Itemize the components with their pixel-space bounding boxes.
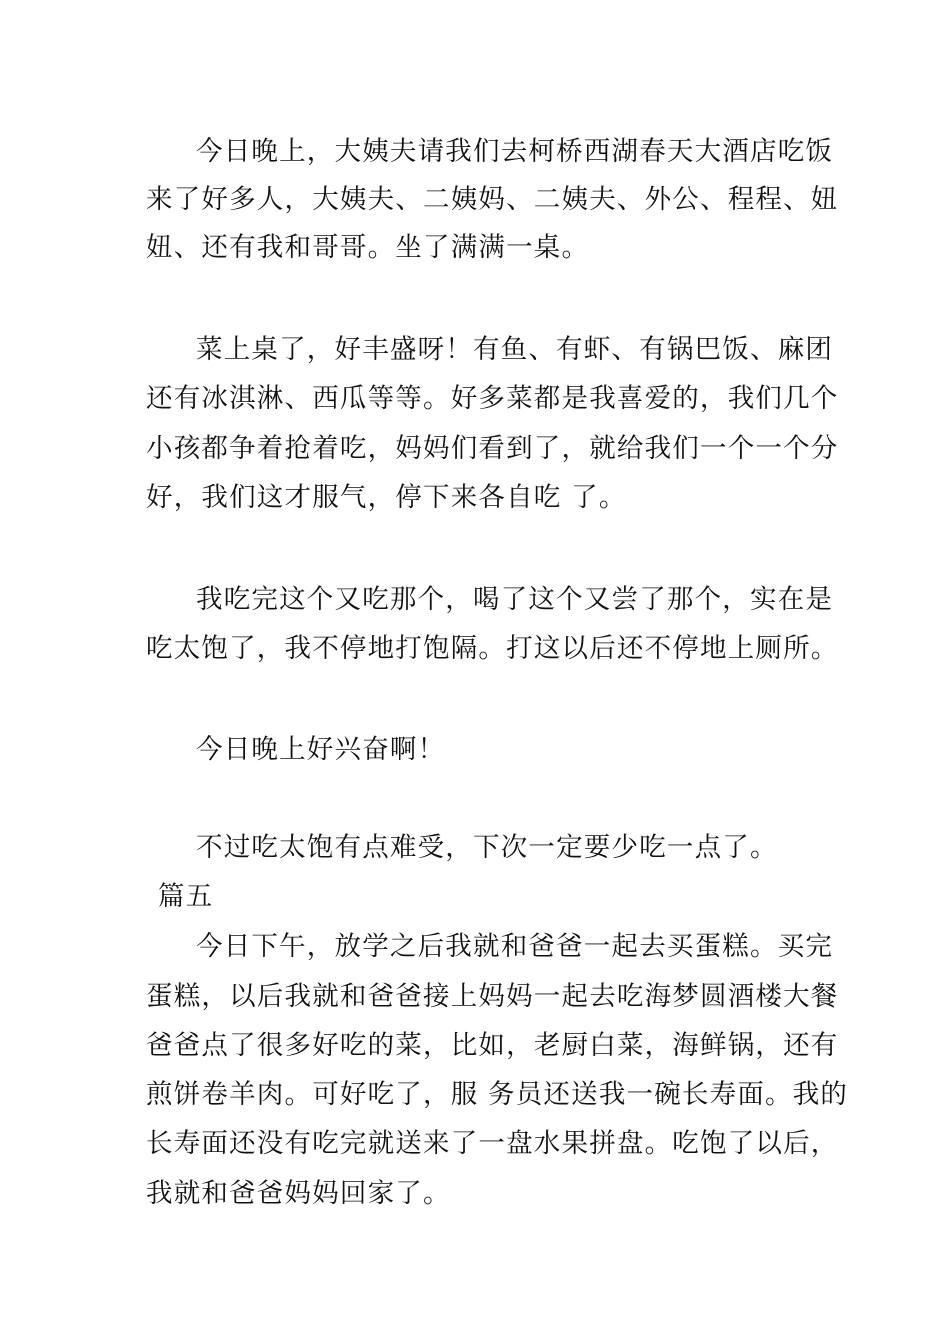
paragraph-2-line-2: 还有冰淇淋、西瓜等等。好多菜都是我喜爱的，我们几个 — [146, 383, 839, 414]
paragraph-1-line-2: 来了好多人，大姨夫、二姨妈、二姨夫、外公、程程、妞 — [146, 184, 839, 215]
paragraph-5: 不过吃太饱有点难受，下次一定要少吃一点了。 — [196, 832, 778, 863]
section-heading: 篇五 — [158, 881, 214, 912]
paragraph-6-line-3: 爸爸点了很多好吃的菜，比如，老厨白菜，海鲜锅，还有 — [146, 1030, 839, 1061]
paragraph-2-line-1: 菜上桌了，好丰盛呀！有鱼、有虾、有锅巴饭、麻团 — [196, 334, 834, 365]
paragraph-4: 今日晚上好兴奋啊！ — [196, 734, 446, 765]
paragraph-6-line-6: 我就和爸爸妈妈回家了。 — [146, 1178, 451, 1209]
paragraph-1-line-1: 今日晚上，大姨夫请我们去柯桥西湖春天大酒店吃饭 — [196, 136, 834, 167]
paragraph-6-line-4: 煎饼卷羊肉。可好吃了，服 务员还送我一碗长寿面。我的 — [146, 1079, 849, 1110]
paragraph-6-line-1: 今日下午，放学之后我就和爸爸一起去买蛋糕。买完 — [196, 931, 834, 962]
paragraph-3-line-1: 我吃完这个又吃那个，喝了这个又尝了那个，实在是 — [196, 584, 834, 615]
paragraph-3-line-2: 吃太饱了，我不停地打饱隔。打这以后还不停地上厕所。 — [146, 633, 839, 664]
paragraph-6-line-5: 长寿面还没有吃完就送来了一盘水果拼盘。吃饱了以后， — [146, 1128, 839, 1159]
paragraph-2-line-4: 好，我们这才服气，停下来各自吃 了。 — [146, 482, 627, 513]
paragraph-2-line-3: 小孩都争着抢着吃，妈妈们看到了，就给我们一个一个分 — [146, 433, 839, 464]
paragraph-6-line-2: 蛋糕，以后我就和爸爸接上妈妈一起去吃海梦圆酒楼大餐 — [146, 981, 839, 1012]
paragraph-1-line-3: 妞、还有我和哥哥。坐了满满一桌。 — [146, 232, 590, 263]
